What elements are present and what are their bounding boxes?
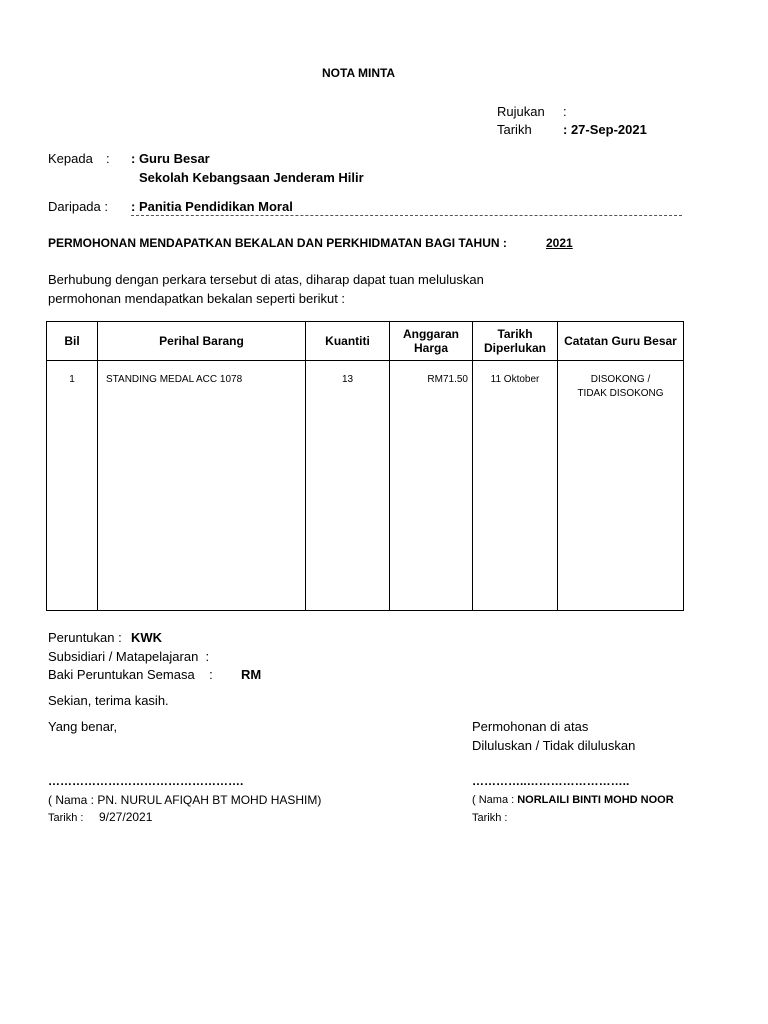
tarikh-label: Tarikh: [497, 122, 532, 137]
peruntukan-value: KWK: [131, 630, 163, 645]
header-kuantiti: Kuantiti: [306, 322, 390, 361]
signature-left-dots: ………………………………………….: [48, 774, 244, 788]
header-catatan: Catatan Guru Besar: [558, 322, 684, 361]
signature-left-name: ( Nama : PN. NURUL AFIQAH BT MOHD HASHIM): [48, 793, 322, 807]
header-anggaran: Anggaran Harga: [390, 322, 473, 361]
closing-yang-benar: Yang benar,: [48, 719, 118, 734]
approval-line2: Diluluskan / Tidak diluluskan: [472, 738, 636, 753]
header-perihal: Perihal Barang: [98, 322, 306, 361]
kepada-line2: Sekolah Kebangsaan Jenderam Hilir: [139, 170, 364, 185]
intro-line2: permohonan mendapatkan bekalan seperti berikut :: [48, 291, 346, 306]
rujukan-colon: :: [563, 104, 567, 119]
daripada-value: : Panitia Pendidikan Moral: [131, 199, 293, 214]
document-title: NOTA MINTA: [322, 66, 396, 80]
approval-line1: Permohonan di atas: [472, 719, 589, 734]
signature-left-tarikh-value: 9/27/2021: [99, 810, 153, 824]
header-bil: Bil: [47, 322, 98, 361]
request-table: [46, 321, 684, 611]
request-heading: PERMOHONAN MENDAPATKAN BEKALAN DAN PERKHIDMATAN BAGI TAHUN :: [48, 236, 507, 250]
kepada-colon: :: [106, 151, 110, 166]
baki-value: RM: [241, 667, 262, 682]
header-tarikh: Tarikh Diperlukan: [473, 322, 558, 361]
rujukan-label: Rujukan: [497, 104, 545, 119]
daripada-divider: [131, 215, 682, 216]
kepada-line1: : Guru Besar: [131, 151, 210, 166]
cell-kuantiti: 13: [306, 361, 390, 611]
baki-label: Baki Peruntukan Semasa :: [48, 667, 213, 682]
intro-line1: Berhubung dengan perkara tersebut di atas, diharap dapat tuan meluluskan: [48, 272, 484, 287]
cell-tarikh: 11 Oktober: [473, 361, 558, 611]
tarikh-value: : 27-Sep-2021: [563, 122, 647, 137]
table-row: [47, 361, 684, 611]
table-header-row: [47, 322, 684, 361]
peruntukan-label: Peruntukan :: [48, 630, 122, 645]
cell-perihal: STANDING MEDAL ACC 1078: [98, 361, 306, 611]
cell-harga: RM71.50: [390, 361, 473, 611]
request-year: 2021: [546, 236, 573, 250]
cell-bil: 1: [47, 361, 98, 611]
signature-right-tarikh-label: Tarikh :: [472, 812, 508, 824]
signature-right-name: ( Nama : NORLAILI BINTI MOHD NOOR: [472, 794, 674, 806]
kepada-label: Kepada: [48, 151, 93, 166]
subsidiari-label: Subsidiari / Matapelajaran :: [48, 649, 210, 664]
daripada-label: Daripada :: [48, 199, 108, 214]
cell-catatan: DISOKONG / TIDAK DISOKONG: [558, 361, 684, 611]
signature-left-tarikh-label: Tarikh :: [48, 812, 84, 824]
signature-right-dots: …………..……………………..: [472, 774, 630, 788]
closing-thanks: Sekian, terima kasih.: [48, 693, 169, 708]
